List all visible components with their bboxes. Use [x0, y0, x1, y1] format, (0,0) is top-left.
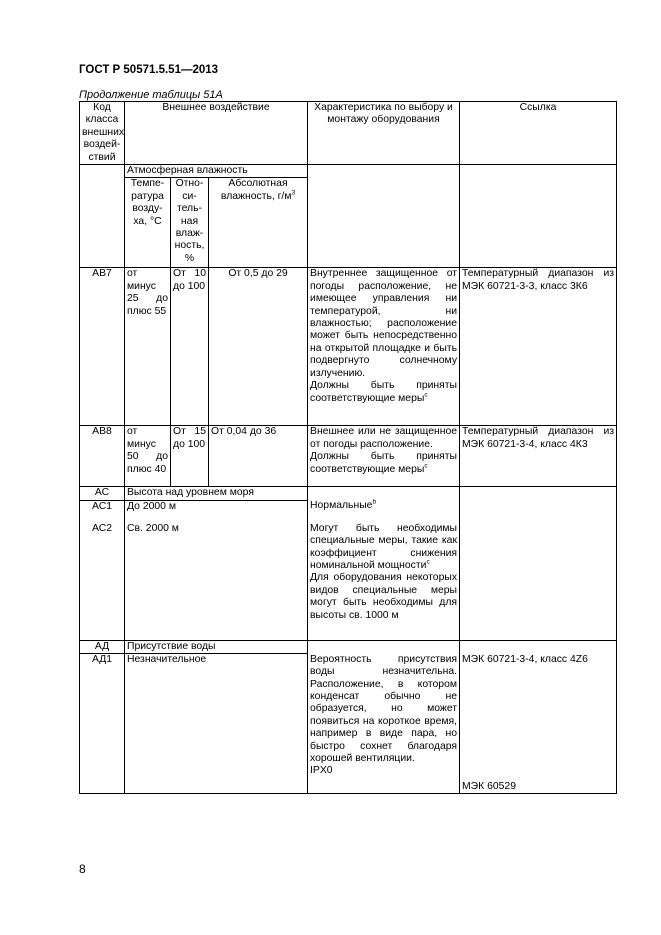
- effect-text: Незначительное: [125, 654, 308, 794]
- subheader-absolute-humidity: Абсолютная влажность, $г/м^3$: [209, 178, 308, 268]
- characteristic-text: Внутреннее защищенное от погоды расположение, не имеющее управления ни температурой, ни влажностью; расположение может быть непосредственно на открытой площадке и быть подвергнуто солнечному излучению. Должны быть приняты соответствующие меры$^с$: [308, 268, 460, 426]
- empty-cell: [308, 487, 460, 500]
- table-header-row: [80, 102, 617, 165]
- empty-cell: [308, 178, 460, 268]
- characteristic-text: Вероятность присутствия воды незначительна. Расположение, в котором конденсат обычно не образуется, но может появиться на короткое время, например в виде пара, но быстро сохнет благодаря хорошей вентиляции. IPX0: [308, 654, 460, 794]
- altitude-title-row: [80, 487, 617, 500]
- humidity-title-row: [80, 165, 617, 178]
- temperature-value: от минус 25 до плюс 55: [125, 268, 171, 426]
- temperature-value: от минус 50 до плюс 40: [125, 426, 171, 487]
- water-title-row: [80, 640, 617, 653]
- col-header-characteristic: Характеристика по выбору и монтажу оборудования: [308, 102, 460, 165]
- empty-cell: [460, 640, 617, 653]
- page-number: 8: [79, 862, 86, 876]
- humidity-subheader-row: [80, 178, 617, 268]
- col-header-reference: Ссылка: [460, 102, 617, 165]
- reference-text: Температурный диапазон из МЭК 60721-3-3, класс 3К6: [460, 268, 617, 426]
- subheader-relative-humidity: Отно-си-тель-ная влаж-ность, %: [171, 178, 209, 268]
- class-code: АД: [80, 640, 125, 653]
- class-code: АС: [80, 487, 125, 500]
- humidity-code-cell: [80, 165, 125, 178]
- absolute-humidity-value: От 0,04 до 36: [209, 426, 308, 487]
- effect-text: До 2000 м Св. 2000 м: [125, 500, 308, 640]
- table-row: [80, 268, 617, 426]
- subheader-temperature: Темпе-ратура возду-ха, °С: [125, 178, 171, 268]
- table-row: [80, 426, 617, 487]
- humidity-title: Атмосферная влажность: [125, 165, 308, 178]
- class-code: АС1 АС2: [80, 500, 125, 640]
- empty-cell: [460, 487, 617, 500]
- col-header-effect: Внешнее воздействие: [125, 102, 308, 165]
- characteristic-text: Внешнее или не защищенное от погоды расположение. Должны быть приняты соответствующие меры$^с$: [308, 426, 460, 487]
- absolute-humidity-value: От 0,5 до 29: [209, 268, 308, 426]
- relative-humidity-value: От 15 до 100: [171, 426, 209, 487]
- empty-cell: [460, 165, 617, 178]
- empty-cell: [460, 500, 617, 640]
- class-code: АД1: [80, 654, 125, 794]
- class-code: АВ8: [80, 426, 125, 487]
- characteristic-text: Нормальные$^b$ Могут быть необходимы специальные меры, такие как коэффициент снижения номинальной мощности$^с$ Для оборудования некоторых видов специальные меры могут быть необходимы для высоты св. 1000 м: [308, 500, 460, 640]
- table-51a: [79, 101, 617, 794]
- reference-text: МЭК 60721-3-4, класс 4Z6 МЭК 60529: [460, 654, 617, 794]
- empty-cell: [80, 178, 125, 268]
- reference-text: Температурный диапазон из МЭК 60721-3-4, класс 4К3: [460, 426, 617, 487]
- col-header-code: Код класса внешних воздей-ствий: [80, 102, 125, 165]
- table-caption: Продолжение таблицы 51А: [79, 89, 223, 101]
- relative-humidity-value: От 10 до 100: [171, 268, 209, 426]
- empty-cell: [308, 165, 460, 178]
- water-title: Присутствие воды: [125, 640, 308, 653]
- empty-cell: [460, 178, 617, 268]
- table-row: [80, 654, 617, 794]
- document-title: ГОСТ Р 50571.5.51—2013: [79, 64, 219, 76]
- class-code: АВ7: [80, 268, 125, 426]
- altitude-title: Высота над уровнем моря: [125, 487, 308, 500]
- table-row: [80, 500, 617, 640]
- empty-cell: [308, 640, 460, 653]
